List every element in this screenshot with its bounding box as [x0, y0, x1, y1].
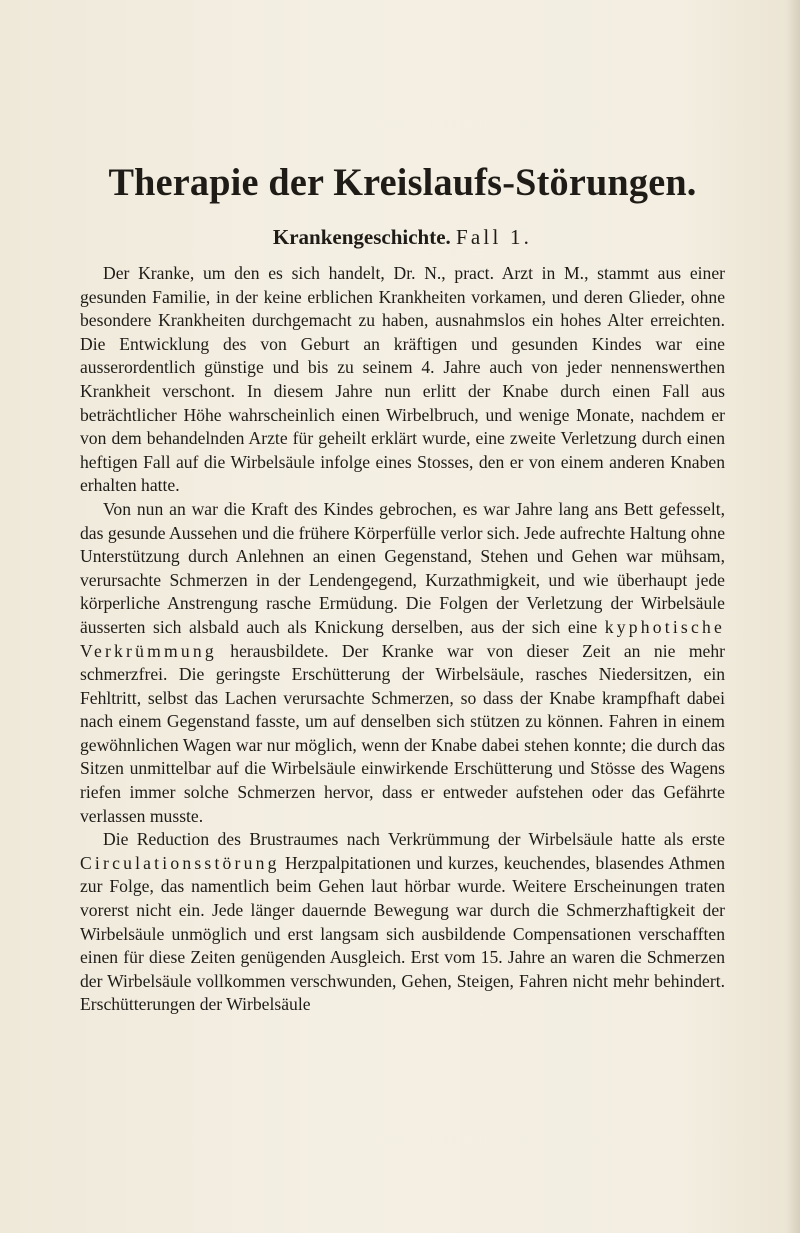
text-run: Die Reduction des Brustraumes nach Verkrümmung der Wirbelsäule hatte als erste: [103, 829, 725, 850]
paragraph: [80, 262, 725, 498]
case-body: [80, 262, 725, 1017]
page-content: [80, 160, 725, 1017]
case-heading: [80, 225, 725, 250]
page-edge-shadow: [786, 0, 800, 1233]
paragraph: [80, 828, 725, 1017]
paragraph: [80, 498, 725, 828]
text-run: Der Kranke, um den es sich handelt, Dr. N., pract. Arzt in M., stammt aus einer gesunden Familie, in der keine erblichen Krankheiten vorkamen, und deren Glieder, ohne besondere Krankheiten durchgemacht zu haben, ausnahmslos ein hohes Alter erreichten. Die Entwicklung des von Geburt an kräftigen und gesunden Kindes war eine ausserordentlich günstige und bis zu seinem 4. Jahre auch von jeder nennenswerthen Krankheit verschont. In diesem Jahre nun erlitt der Knabe durch einen Fall aus beträchtlicher Höhe wahrscheinlich einen Wirbelbruch, und wenige Monate, nachdem er von dem behandelnden Arzte für geheilt erklärt wurde, eine zweite Verletzung durch einen heftigen Fall auf die Wirbelsäule infolge eines Stosses, den er von einem anderen Knaben erhalten hatte.: [80, 263, 725, 496]
text-run: Von nun an war die Kraft des Kindes gebrochen, es war Jahre lang ans Bett gefesselt, das gesunde Aussehen und die frühere Körperfülle verlor sich. Jede aufrechte Haltung ohne Unterstützung durch Anlehnen an einen Gegenstand, Stehen und Gehen war mühsam, verursachte Schmerzen in der Lendengegend, Kurzathmigkeit, und wie überhaupt jede körperliche Anstrengung rasche Ermüdung. Die Folgen der Verletzung der Wirbelsäule äusserten sich alsbald auch als Knickung derselben, aus der sich eine: [80, 498, 725, 637]
case-number: Fall 1.: [456, 225, 533, 249]
text-run: Herzpalpitationen und kurzes, keuchendes, blasendes Athmen zur Folge, das namentlich beim Gehen laut hörbar wurde. Weitere Erscheinungen traten vorerst nicht ein. Jede länger dauernde Bewegung war durch die Schmerzhaftigkeit der Wirbelsäule unmöglich und erst langsam sich ausbildende Compensationen verschafften einen für diese Zeiten genügenden Ausgleich. Erst vom 15. Jahre an waren die Schmerzen der Wirbelsäule vollkommen verschwunden, Gehen, Steigen, Fahren nicht mehr behindert. Erschütterungen der Wirbelsäule: [80, 852, 725, 1015]
spaced-emphasis: Circulationsstörung: [80, 852, 280, 873]
case-heading-label: Krankengeschichte.: [272, 225, 451, 249]
spaced-emphasis: kyphotische Verkrümmung: [80, 616, 725, 661]
text-run: herausbildete. Der Kranke war von dieser Zeit an nie mehr schmerzfrei. Die geringste Erschütterung der Wirbelsäule, rasches Niedersitzen, ein Fehltritt, selbst das Lachen verursachte Schmerzen, so dass der Knabe krampfhaft dabei nach einem Gegenstand fasste, um auf denselben sich stützen zu können. Fahren in einem gewöhnlichen Wagen war nur möglich, wenn der Knabe dabei stehen konnte; die durch das Sitzen unmittelbar auf die Wirbelsäule einwirkende Erschütterung und Stösse des Wagens riefen immer solche Schmerzen hervor, dass er entweder aufstehen oder das Gefährte verlassen musste.: [80, 640, 725, 826]
page-title: Therapie der Kreislaufs-Störungen.: [108, 161, 697, 204]
